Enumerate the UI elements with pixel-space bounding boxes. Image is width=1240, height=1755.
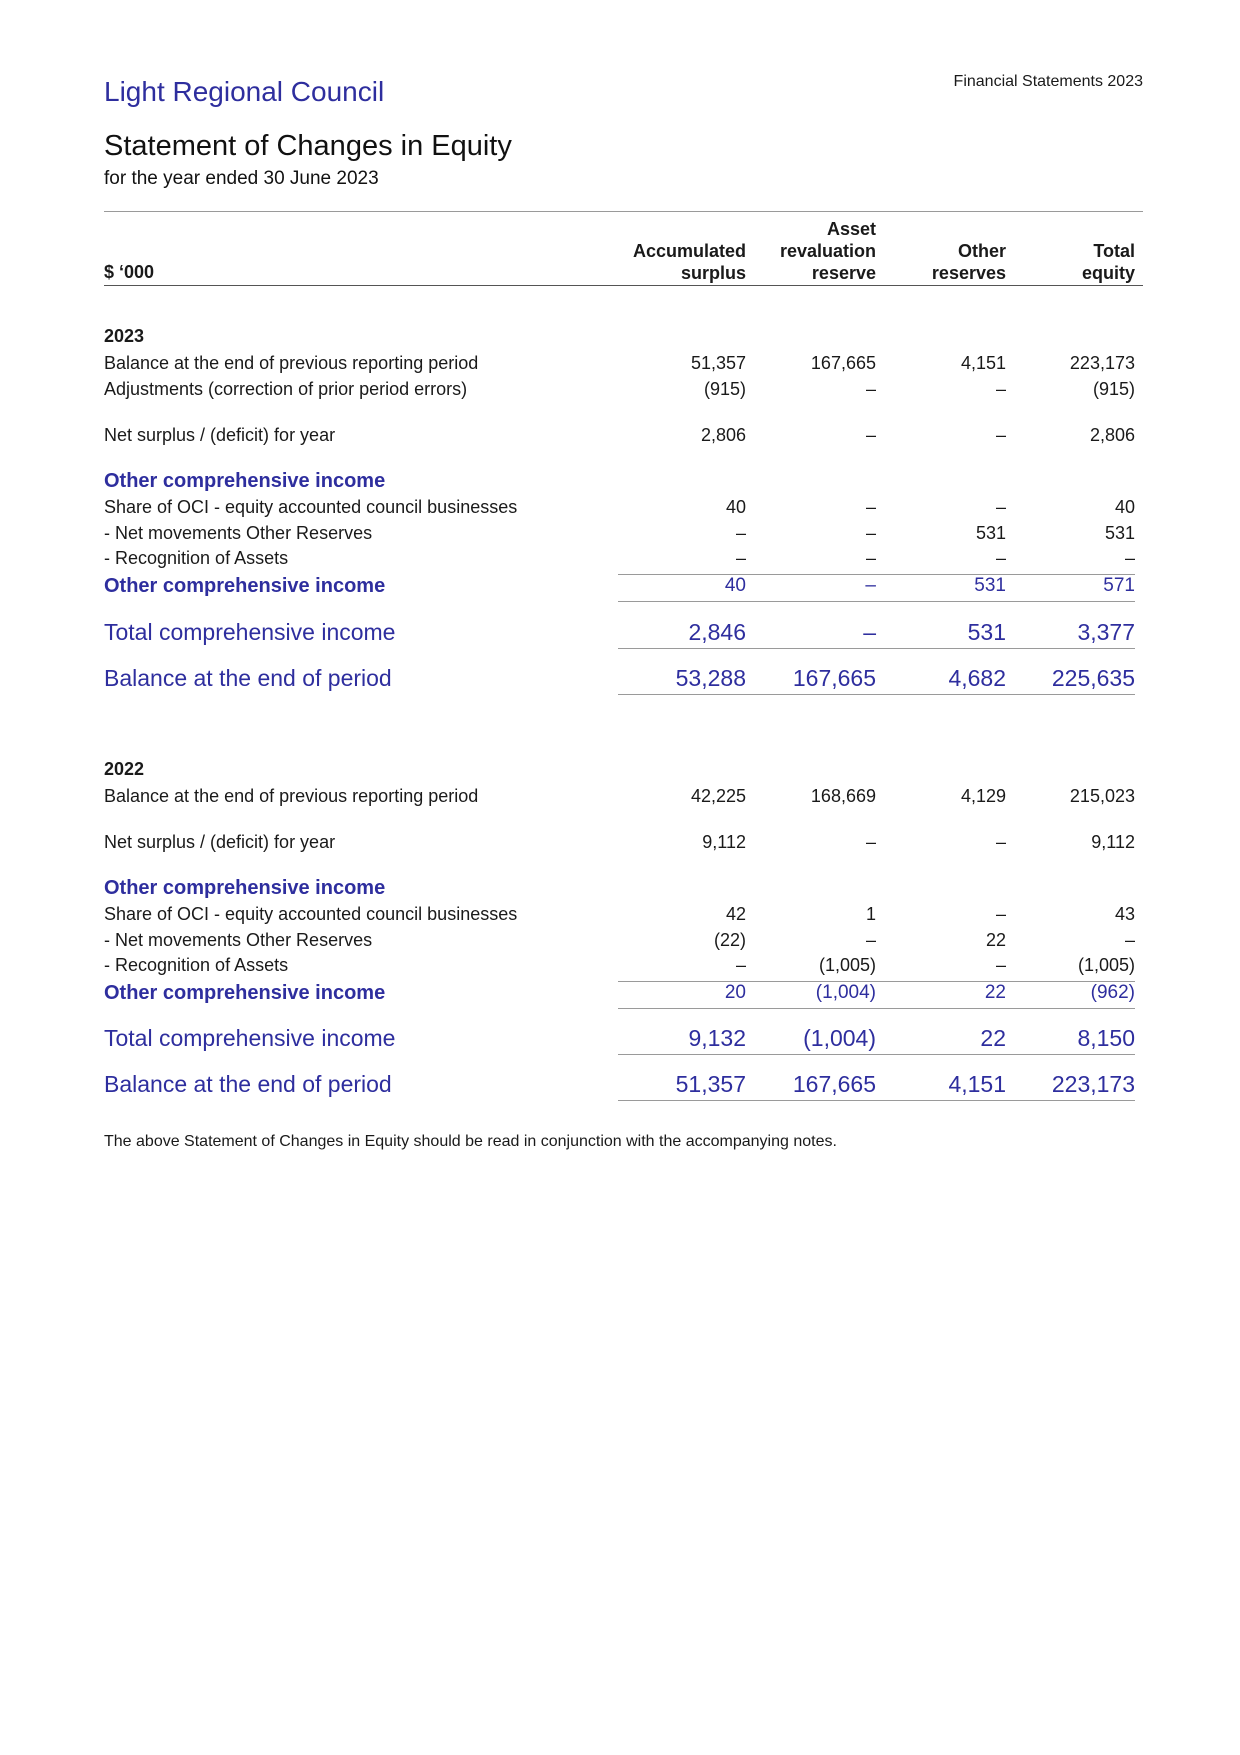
subtotal-rule bbox=[618, 1008, 1135, 1009]
cell-other-reserves: 531 bbox=[975, 523, 1006, 543]
year-label: 2023 bbox=[104, 326, 145, 346]
cell-accumulated-surplus: 51,357 bbox=[690, 353, 746, 373]
table-row bbox=[104, 548, 1143, 574]
cell-total-equity: (1,005) bbox=[1077, 955, 1135, 975]
table-row-subtotal bbox=[104, 575, 1143, 601]
page-title: Statement of Changes in Equity bbox=[104, 130, 512, 162]
table-row bbox=[104, 353, 1143, 379]
cell-asset-revaluation-reserve: 168,669 bbox=[810, 786, 876, 806]
table-row bbox=[104, 523, 1143, 549]
cell-total-equity: (962) bbox=[1090, 982, 1135, 1003]
cell-accumulated-surplus: – bbox=[735, 548, 746, 568]
cell-accumulated-surplus: 40 bbox=[724, 575, 746, 596]
cell-asset-revaluation-reserve: (1,004) bbox=[815, 982, 876, 1003]
column-header-line: Other bbox=[957, 241, 1006, 261]
section-heading: Other comprehensive income bbox=[104, 470, 386, 492]
cell-total-equity: – bbox=[1124, 548, 1135, 568]
cell-accumulated-surplus: 40 bbox=[725, 497, 746, 517]
cell-other-reserves: – bbox=[995, 955, 1006, 975]
row-label: - Net movements Other Reserves bbox=[104, 930, 373, 950]
cell-accumulated-surplus: 42,225 bbox=[690, 786, 746, 806]
cell-other-reserves: – bbox=[995, 832, 1006, 852]
column-header-line: equity bbox=[1081, 263, 1135, 283]
cell-accumulated-surplus: (915) bbox=[703, 379, 746, 399]
table-row-total bbox=[104, 1071, 1143, 1097]
cell-accumulated-surplus: 42 bbox=[725, 904, 746, 924]
column-header-accumulated-surplus bbox=[606, 240, 746, 284]
cell-accumulated-surplus: 2,806 bbox=[700, 425, 746, 445]
row-label: Balance at the end of previous reporting period bbox=[104, 353, 479, 373]
column-header-line: Total bbox=[1093, 241, 1135, 261]
table-row bbox=[104, 904, 1143, 930]
cell-other-reserves: – bbox=[995, 904, 1006, 924]
row-label: Total comprehensive income bbox=[104, 1025, 396, 1051]
cell-other-reserves: – bbox=[995, 548, 1006, 568]
cell-asset-revaluation-reserve: – bbox=[865, 497, 876, 517]
cell-accumulated-surplus: 9,112 bbox=[702, 832, 746, 852]
row-label: Adjustments (correction of prior period errors) bbox=[104, 379, 468, 399]
cell-asset-revaluation-reserve: – bbox=[865, 523, 876, 543]
cell-other-reserves: 531 bbox=[974, 575, 1006, 596]
cell-other-reserves: 531 bbox=[967, 619, 1006, 645]
cell-total-equity: 40 bbox=[1114, 497, 1135, 517]
cell-total-equity: 571 bbox=[1103, 575, 1135, 596]
cell-other-reserves: – bbox=[995, 425, 1006, 445]
cell-asset-revaluation-reserve: 167,665 bbox=[792, 1071, 876, 1097]
total-rule bbox=[618, 1054, 1135, 1055]
total-rule bbox=[618, 694, 1135, 695]
cell-other-reserves: 22 bbox=[980, 1025, 1006, 1051]
table-row-subtotal bbox=[104, 982, 1143, 1008]
table-row bbox=[104, 955, 1143, 981]
cell-total-equity: 215,023 bbox=[1069, 786, 1135, 806]
column-header-asset-revaluation-reserve bbox=[736, 218, 876, 284]
cell-total-equity: (915) bbox=[1092, 379, 1135, 399]
oci-heading bbox=[104, 877, 1143, 903]
row-label: Total comprehensive income bbox=[104, 619, 396, 645]
cell-total-equity: 223,173 bbox=[1051, 1071, 1135, 1097]
cell-accumulated-surplus: 2,846 bbox=[688, 619, 746, 645]
header-divider bbox=[104, 285, 1143, 286]
cell-accumulated-surplus: 51,357 bbox=[675, 1071, 746, 1097]
cell-asset-revaluation-reserve: (1,005) bbox=[818, 955, 876, 975]
cell-total-equity: 2,806 bbox=[1089, 425, 1135, 445]
row-label: Balance at the end of period bbox=[104, 1071, 392, 1097]
cell-other-reserves: 4,129 bbox=[960, 786, 1006, 806]
table-row bbox=[104, 930, 1143, 956]
table-row bbox=[104, 832, 1143, 858]
cell-total-equity: 223,173 bbox=[1069, 353, 1135, 373]
row-label: Other comprehensive income bbox=[104, 575, 386, 597]
council-name: Light Regional Council bbox=[104, 76, 385, 107]
cell-asset-revaluation-reserve: (1,004) bbox=[803, 1025, 876, 1051]
row-label: Net surplus / (deficit) for year bbox=[104, 425, 336, 445]
cell-accumulated-surplus: 53,288 bbox=[675, 665, 746, 691]
row-label: Share of OCI - equity accounted council businesses bbox=[104, 904, 518, 924]
column-header-line: Accumulated bbox=[632, 241, 746, 261]
page-subtitle: for the year ended 30 June 2023 bbox=[104, 168, 379, 189]
row-label: Balance at the end of previous reporting period bbox=[104, 786, 479, 806]
cell-asset-revaluation-reserve: – bbox=[865, 548, 876, 568]
cell-asset-revaluation-reserve: – bbox=[863, 619, 876, 645]
footnote: The above Statement of Changes in Equity should be read in conjunction with the accompanying notes. bbox=[104, 1133, 837, 1150]
row-label: Other comprehensive income bbox=[104, 982, 386, 1004]
table-row-total bbox=[104, 1025, 1143, 1051]
column-header-line: revaluation bbox=[779, 241, 876, 261]
row-label: - Recognition of Assets bbox=[104, 955, 289, 975]
unit-header: $ ‘000 bbox=[104, 262, 155, 282]
row-label: Net surplus / (deficit) for year bbox=[104, 832, 336, 852]
cell-total-equity: 531 bbox=[1104, 523, 1135, 543]
cell-other-reserves: 4,151 bbox=[960, 353, 1006, 373]
column-header-line: reserve bbox=[811, 263, 876, 283]
column-header-line: reserves bbox=[931, 263, 1006, 283]
cell-total-equity: 225,635 bbox=[1051, 665, 1135, 691]
column-header-total-equity bbox=[995, 240, 1135, 284]
year-heading-2022 bbox=[104, 759, 1143, 785]
subtotal-rule bbox=[618, 601, 1135, 602]
top-divider bbox=[104, 211, 1143, 212]
total-rule bbox=[618, 648, 1135, 649]
column-header-line: Asset bbox=[826, 219, 876, 239]
column-header-other-reserves bbox=[866, 240, 1006, 284]
cell-total-equity: 8,150 bbox=[1077, 1025, 1135, 1051]
cell-accumulated-surplus: 20 bbox=[724, 982, 746, 1003]
column-header-line: surplus bbox=[680, 263, 746, 283]
cell-asset-revaluation-reserve: – bbox=[865, 379, 876, 399]
cell-total-equity: 3,377 bbox=[1077, 619, 1135, 645]
cell-accumulated-surplus: – bbox=[735, 523, 746, 543]
cell-total-equity: – bbox=[1124, 930, 1135, 950]
cell-asset-revaluation-reserve: – bbox=[865, 575, 876, 596]
cell-other-reserves: 4,151 bbox=[948, 1071, 1006, 1097]
cell-other-reserves: – bbox=[995, 497, 1006, 517]
table-row-total bbox=[104, 665, 1143, 691]
cell-asset-revaluation-reserve: – bbox=[865, 832, 876, 852]
row-label: Share of OCI - equity accounted council businesses bbox=[104, 497, 518, 517]
table-row bbox=[104, 379, 1143, 405]
cell-accumulated-surplus: 9,132 bbox=[688, 1025, 746, 1051]
cell-other-reserves: 4,682 bbox=[948, 665, 1006, 691]
cell-accumulated-surplus: (22) bbox=[713, 930, 746, 950]
row-label: Balance at the end of period bbox=[104, 665, 392, 691]
section-heading: Other comprehensive income bbox=[104, 877, 386, 899]
cell-asset-revaluation-reserve: – bbox=[865, 930, 876, 950]
cell-asset-revaluation-reserve: 167,665 bbox=[792, 665, 876, 691]
document-label: Financial Statements 2023 bbox=[953, 73, 1143, 90]
year-heading-2023 bbox=[104, 326, 1143, 352]
cell-other-reserves: – bbox=[995, 379, 1006, 399]
total-rule bbox=[618, 1100, 1135, 1101]
table-row bbox=[104, 786, 1143, 812]
cell-asset-revaluation-reserve: – bbox=[865, 425, 876, 445]
cell-accumulated-surplus: – bbox=[735, 955, 746, 975]
cell-total-equity: 43 bbox=[1114, 904, 1135, 924]
cell-total-equity: 9,112 bbox=[1091, 832, 1135, 852]
row-label: - Net movements Other Reserves bbox=[104, 523, 373, 543]
table-row bbox=[104, 425, 1143, 451]
cell-asset-revaluation-reserve: 1 bbox=[865, 904, 876, 924]
table-row bbox=[104, 497, 1143, 523]
year-label: 2022 bbox=[104, 759, 145, 779]
row-label: - Recognition of Assets bbox=[104, 548, 289, 568]
oci-heading bbox=[104, 470, 1143, 496]
table-row-total bbox=[104, 619, 1143, 645]
cell-asset-revaluation-reserve: 167,665 bbox=[810, 353, 876, 373]
cell-other-reserves: 22 bbox=[984, 982, 1006, 1003]
cell-other-reserves: 22 bbox=[985, 930, 1006, 950]
